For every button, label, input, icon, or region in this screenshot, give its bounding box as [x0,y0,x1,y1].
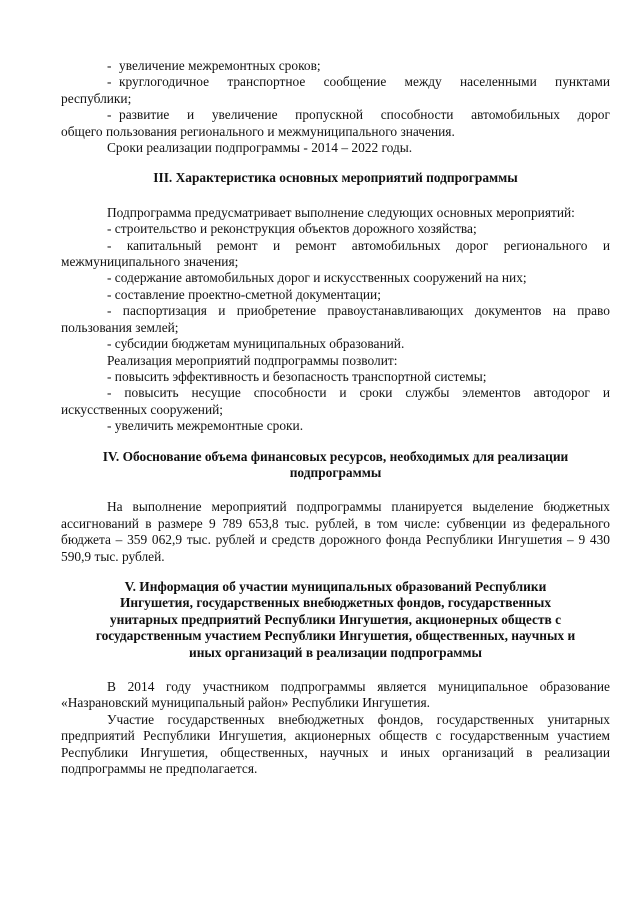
list-item: - субсидии бюджетам муниципальных образований. [107,336,405,352]
section-heading: иных организаций в реализации подпрограммы [188,644,482,660]
dash-marker: - [107,58,112,73]
list-item: - строительство и реконструкция объектов дорожного хозяйства; [107,221,477,237]
paragraph: Реализация мероприятий подпрограммы позволит: [107,352,398,368]
list-item-text: развитие и увеличение пропускной способности автомобильных дорог [119,107,610,123]
list-item-text: увеличение межремонтных сроков; [119,58,321,73]
paragraph: Подпрограмма предусматривает выполнение следующих основных мероприятий: [107,204,575,220]
dash-marker: - [107,107,112,123]
paragraph: На выполнение мероприятий подпрограммы планируется выделение бюджетных ассигнований в размере 9 789 653,8 тыс. рублей, в том числе: субвенции из федерального бюджета – 359 062,9 тыс. рублей и средств дорожного фонда Республики Ингушетия – 9 430 590,9 тыс. рублей. [61,499,610,564]
section-heading: III. Характеристика основных мероприятий подпрограммы [153,170,518,186]
list-item: - паспортизация и приобретение правоустанавливающих документов на право пользования землей; [61,303,610,335]
list-item: - увеличить межремонтные сроки. [107,418,304,434]
document-page [61,58,610,777]
list-item [61,107,610,123]
list-item [61,58,610,74]
list-item-text: круглогодичное транспортное сообщение между населенными пунктами [119,74,610,90]
section-heading: государственным участием Республики Ингушетия, общественных, научных и [95,628,576,644]
list-item: - составление проектно-сметной документации; [107,286,381,302]
dash-marker: - [107,74,112,90]
list-item: - содержание автомобильных дорог и искусственных сооружений на них; [107,270,527,286]
list-item [61,74,610,90]
paragraph: В 2014 году участником подпрограммы является муниципальное образование «Назрановский муниципальный район» Республики Ингушетия. [61,679,610,711]
list-item: - повысить несущие способности и сроки службы элементов автодорог и искусственных сооружений; [61,385,610,417]
section-heading: Ингушетия, государственных внебюджетных фондов, государственных [119,595,552,611]
section-heading: V. Информация об участии муниципальных образований Республики [124,578,547,594]
section-heading: подпрограммы [289,464,382,480]
section-heading: унитарных предприятий Республики Ингушетия, акционерных обществ с [109,611,562,627]
section-heading: IV. Обоснование объема финансовых ресурсов, необходимых для реализации [102,448,569,464]
paragraph: Участие государственных внебюджетных фондов, государственных унитарных предприятий Республики Ингушетия, акционерных обществ с государственным участием Республики Ингушетия, общественных, научных и иных организаций в реализации подпрограммы не предполагается. [61,711,610,777]
list-item-continuation: общего пользования регионального и межмуниципального значения. [61,123,455,139]
list-item-continuation: республики; [61,90,132,106]
list-item: - повысить эффективность и безопасность транспортной системы; [107,368,487,384]
terms-paragraph: Сроки реализации подпрограммы - 2014 – 2022 годы. [107,140,413,156]
list-item: - капитальный ремонт и ремонт автомобильных дорог регионального и межмуниципального значения; [61,237,610,270]
